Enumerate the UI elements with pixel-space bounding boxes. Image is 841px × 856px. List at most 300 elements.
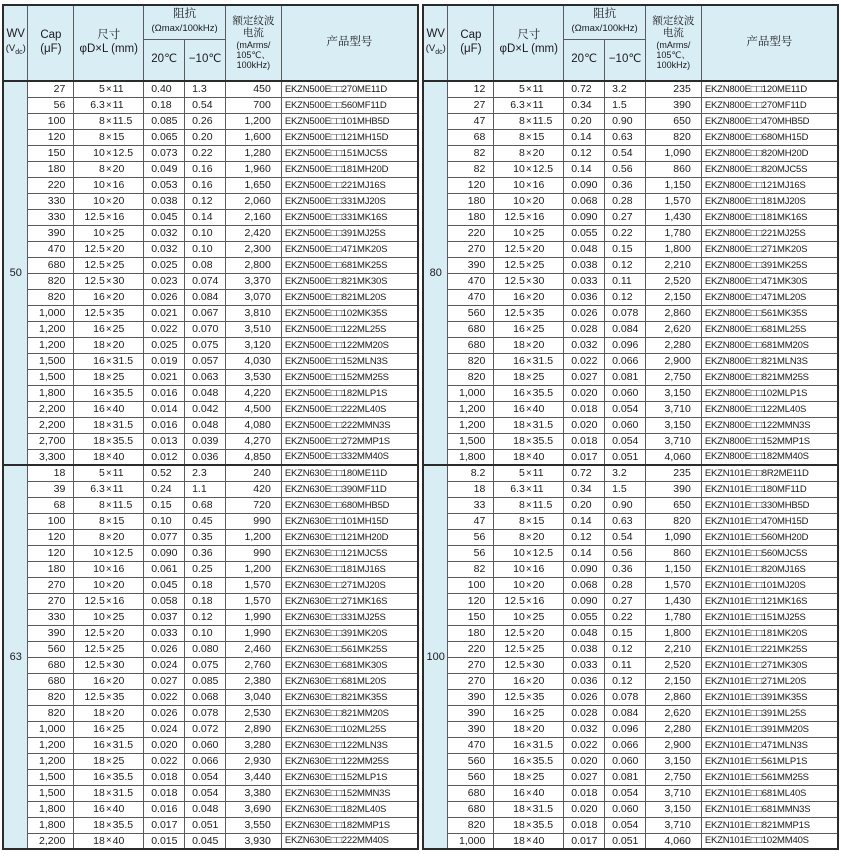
multiply-sign: × <box>105 163 112 175</box>
multiply-sign: × <box>105 467 112 479</box>
size-cell <box>494 209 564 225</box>
part-number-cell: EKZN630E□□681MK30S <box>281 657 418 673</box>
impedance-20c-cell: 0.017 <box>144 817 185 833</box>
size-cell <box>74 193 144 209</box>
impedance-20c-cell: 0.077 <box>144 529 185 545</box>
impedance-20c-cell: 0.038 <box>564 641 605 657</box>
ripple-current-cell: 3,040 <box>226 689 282 705</box>
multiply-sign: × <box>525 403 532 415</box>
ripple-current-cell: 2,620 <box>646 705 702 721</box>
impedance-20c-cell: 0.036 <box>564 673 605 689</box>
table-body-right <box>423 81 838 849</box>
impedance-minus10c-cell: 0.060 <box>605 753 646 769</box>
part-number-cell: EKZN630E□□331MJ25S <box>281 609 418 625</box>
multiply-sign: × <box>525 355 532 367</box>
table-row <box>423 385 838 401</box>
part-number-cell: EKZN500E□□221MJ16S <box>281 177 418 193</box>
table-row <box>3 753 418 769</box>
size-cell <box>74 577 144 593</box>
header-temp-minus10: −10℃ <box>185 39 226 81</box>
multiply-sign: × <box>105 387 112 399</box>
capacitance-cell: 1,200 <box>448 401 494 417</box>
size-cell <box>74 833 144 849</box>
impedance-minus10c-cell: 0.084 <box>605 705 646 721</box>
part-number-cell: EKZN800E□□152MMP1S <box>701 433 838 449</box>
impedance-minus10c-cell: 0.12 <box>605 257 646 273</box>
ripple-current-cell: 2,460 <box>226 641 282 657</box>
capacitance-cell: 390 <box>448 257 494 273</box>
capacitance-cell: 1,500 <box>28 369 74 385</box>
diameter-value: 12.5 <box>84 243 105 255</box>
diameter-value: 10 <box>93 611 105 623</box>
length-value: 31.5 <box>112 419 134 431</box>
capacitance-cell: 680 <box>28 673 74 689</box>
impedance-20c-cell: 0.022 <box>564 737 605 753</box>
diameter-value: 10 <box>93 547 105 559</box>
length-value: 25 <box>532 707 545 719</box>
size-cell <box>494 257 564 273</box>
impedance-20c-cell: 0.036 <box>564 289 605 305</box>
multiply-sign: × <box>105 243 112 255</box>
diameter-value: 16 <box>513 355 525 367</box>
length-value: 25 <box>532 771 545 783</box>
capacitance-cell: 2,200 <box>28 833 74 849</box>
part-number-cell: EKZN101E□□180MF11D <box>701 481 838 497</box>
impedance-20c-cell: 0.048 <box>564 625 605 641</box>
length-value: 12.5 <box>532 547 554 559</box>
capacitance-cell: 120 <box>448 593 494 609</box>
impedance-20c-cell: 0.020 <box>564 801 605 817</box>
multiply-sign: × <box>105 339 112 351</box>
impedance-20c-cell: 0.026 <box>144 641 185 657</box>
size-cell <box>74 497 144 513</box>
impedance-20c-cell: 0.025 <box>144 257 185 273</box>
part-number-cell: EKZN800E□□270MF11D <box>701 97 838 113</box>
diameter-value: 18 <box>93 707 105 719</box>
ripple-current-cell: 3,530 <box>226 369 282 385</box>
length-value: 11 <box>112 467 124 480</box>
ripple-current-cell: 3,690 <box>226 801 282 817</box>
impedance-20c-cell: 0.016 <box>144 417 185 433</box>
size-cell <box>74 97 144 113</box>
capacitance-cell: 680 <box>448 321 494 337</box>
diameter-value: 10 <box>513 179 525 191</box>
size-cell <box>494 417 564 433</box>
ripple-current-cell: 4,060 <box>646 449 702 465</box>
multiply-sign: × <box>105 707 112 719</box>
impedance-minus10c-cell: 0.25 <box>185 561 226 577</box>
table-header <box>3 5 418 81</box>
impedance-minus10c-cell: 0.066 <box>605 353 646 369</box>
impedance-minus10c-cell: 0.084 <box>185 289 226 305</box>
ripple-current-cell: 1,200 <box>226 529 282 545</box>
impedance-minus10c-cell: 0.063 <box>185 369 226 385</box>
multiply-sign: × <box>525 195 532 207</box>
multiply-sign: × <box>525 499 532 511</box>
impedance-20c-cell: 0.085 <box>144 113 185 129</box>
multiply-sign: × <box>525 755 532 767</box>
multiply-sign: × <box>525 179 532 191</box>
length-value: 30 <box>112 275 125 287</box>
capacitance-cell: 1,500 <box>28 353 74 369</box>
length-value: 20 <box>112 291 125 303</box>
capacitance-cell: 56 <box>448 545 494 561</box>
length-value: 11.5 <box>532 115 553 127</box>
multiply-sign: × <box>105 275 112 287</box>
capacitance-cell: 220 <box>448 225 494 241</box>
impedance-20c-cell: 0.055 <box>564 609 605 625</box>
header-cap: Cap (μF) <box>448 5 494 81</box>
table-row <box>423 273 838 289</box>
ripple-current-cell: 3,710 <box>646 817 702 833</box>
part-number-cell: EKZN630E□□390MF11D <box>281 481 418 497</box>
table-row <box>3 305 418 321</box>
ripple-current-cell: 1,200 <box>226 113 282 129</box>
impedance-minus10c-cell: 0.078 <box>605 689 646 705</box>
diameter-value: 5 <box>518 467 525 480</box>
length-value: 25 <box>112 643 125 655</box>
table-row <box>423 833 838 849</box>
impedance-minus10c-cell: 0.036 <box>185 449 226 465</box>
multiply-sign: × <box>105 307 112 319</box>
length-value: 25 <box>112 371 125 383</box>
impedance-20c-cell: 0.065 <box>144 129 185 145</box>
length-value: 16 <box>532 595 545 607</box>
table-row <box>3 513 418 529</box>
part-number-cell: EKZN630E□□821MK35S <box>281 689 418 705</box>
impedance-minus10c-cell: 0.54 <box>605 145 646 161</box>
spec-table-right <box>422 4 839 850</box>
diameter-value: 6.3 <box>90 483 105 495</box>
part-number-cell: EKZN101E□□561MM25S <box>701 769 838 785</box>
ripple-current-cell: 2,150 <box>646 673 702 689</box>
length-value: 30 <box>532 275 545 287</box>
table-row <box>423 369 838 385</box>
impedance-20c-cell: 0.026 <box>564 305 605 321</box>
capacitance-cell: 120 <box>28 545 74 561</box>
multiply-sign: × <box>105 323 112 335</box>
length-value: 25 <box>532 259 545 271</box>
size-cell <box>494 561 564 577</box>
ripple-current-cell: 1,800 <box>646 241 702 257</box>
ripple-current-cell: 4,500 <box>226 401 282 417</box>
multiply-sign: × <box>105 563 112 575</box>
part-number-cell: EKZN800E□□122ML40S <box>701 401 838 417</box>
multiply-sign: × <box>525 99 532 111</box>
size-cell <box>74 721 144 737</box>
ripple-current-cell: 1,200 <box>226 561 282 577</box>
impedance-20c-cell: 0.12 <box>564 529 605 545</box>
diameter-value: 10 <box>513 163 525 175</box>
diameter-value: 18 <box>513 450 525 463</box>
ripple-current-cell: 1,570 <box>646 577 702 593</box>
diameter-value: 18 <box>93 755 105 767</box>
impedance-minus10c-cell: 0.27 <box>605 209 646 225</box>
diameter-value: 18 <box>93 834 105 847</box>
ripple-current-cell: 2,210 <box>646 257 702 273</box>
size-cell <box>494 225 564 241</box>
impedance-20c-cell: 0.020 <box>144 737 185 753</box>
ripple-current-cell: 1,150 <box>646 177 702 193</box>
impedance-20c-cell: 0.14 <box>564 129 605 145</box>
table-row <box>3 769 418 785</box>
multiply-sign: × <box>105 739 112 751</box>
impedance-minus10c-cell: 0.22 <box>185 145 226 161</box>
size-cell <box>74 785 144 801</box>
part-number-cell: EKZN630E□□180ME11D <box>281 465 418 481</box>
ripple-current-cell: 1,090 <box>646 529 702 545</box>
capacitance-cell: 2,700 <box>28 433 74 449</box>
ripple-current-cell: 3,150 <box>646 417 702 433</box>
impedance-minus10c-cell: 0.36 <box>185 545 226 561</box>
table-row <box>3 161 418 177</box>
impedance-20c-cell: 0.018 <box>564 401 605 417</box>
multiply-sign: × <box>105 579 112 591</box>
length-value: 31.5 <box>532 803 554 815</box>
ripple-current-cell: 700 <box>226 97 282 113</box>
diameter-value: 16 <box>93 723 105 735</box>
part-number-cell: EKZN630E□□121MJC5S <box>281 545 418 561</box>
ripple-current-cell: 2,530 <box>226 705 282 721</box>
part-number-cell: EKZN500E□□560MF11D <box>281 97 418 113</box>
diameter-value: 18 <box>93 819 105 831</box>
size-cell <box>494 273 564 289</box>
length-value: 35 <box>112 307 125 319</box>
ripple-current-cell: 1,570 <box>646 193 702 209</box>
part-number-cell: EKZN101E□□8R2ME11D <box>701 465 838 481</box>
diameter-value: 16 <box>513 291 525 303</box>
ripple-current-cell: 235 <box>646 465 702 481</box>
part-number-cell: EKZN800E□□471MK30S <box>701 273 838 289</box>
size-cell <box>74 673 144 689</box>
length-value: 35.5 <box>112 435 134 447</box>
ripple-current-cell: 650 <box>646 497 702 513</box>
part-number-cell: EKZN800E□□181MK16S <box>701 209 838 225</box>
size-cell <box>74 289 144 305</box>
length-value: 40 <box>532 787 545 799</box>
table-row <box>423 417 838 433</box>
size-cell <box>74 625 144 641</box>
length-value: 35 <box>532 691 545 703</box>
length-value: 40 <box>112 450 125 463</box>
impedance-minus10c-cell: 0.074 <box>185 273 226 289</box>
capacitance-cell: 68 <box>448 129 494 145</box>
impedance-minus10c-cell: 0.10 <box>185 241 226 257</box>
capacitance-cell: 270 <box>448 657 494 673</box>
impedance-minus10c-cell: 0.12 <box>185 609 226 625</box>
part-number-cell: EKZN101E□□221MK25S <box>701 641 838 657</box>
part-number-cell: EKZN800E□□182MM40S <box>701 449 838 465</box>
capacitance-cell: 820 <box>448 817 494 833</box>
table-body-left <box>3 81 418 849</box>
impedance-20c-cell: 0.027 <box>144 673 185 689</box>
diameter-value: 12.5 <box>84 659 105 671</box>
size-cell <box>494 737 564 753</box>
size-cell <box>494 193 564 209</box>
impedance-minus10c-cell: 0.12 <box>185 193 226 209</box>
length-value: 25 <box>532 371 545 383</box>
wv-value: 50 <box>3 81 28 465</box>
ripple-current-cell: 2,930 <box>226 753 282 769</box>
capacitance-cell: 820 <box>448 369 494 385</box>
length-value: 35.5 <box>532 435 554 447</box>
multiply-sign: × <box>105 659 112 671</box>
diameter-value: 16 <box>93 403 105 415</box>
table-row <box>423 689 838 705</box>
part-number-cell: EKZN101E□□121MK16S <box>701 593 838 609</box>
header-temp-minus10: −10℃ <box>605 39 646 81</box>
impedance-minus10c-cell: 0.26 <box>185 113 226 129</box>
length-value: 25 <box>112 723 125 735</box>
capacitance-cell: 8.2 <box>448 465 494 481</box>
multiply-sign: × <box>525 515 532 527</box>
impedance-20c-cell: 0.073 <box>144 145 185 161</box>
part-number-cell: EKZN500E□□182MLP1S <box>281 385 418 401</box>
length-value: 11 <box>532 483 544 495</box>
ripple-current-cell: 990 <box>226 545 282 561</box>
impedance-20c-cell: 0.34 <box>564 481 605 497</box>
size-cell <box>74 769 144 785</box>
capacitance-cell: 180 <box>448 193 494 209</box>
length-value: 25 <box>532 227 545 239</box>
size-cell <box>74 161 144 177</box>
length-value: 40 <box>532 403 545 415</box>
diameter-value: 12.5 <box>504 259 525 271</box>
length-value: 12.5 <box>112 147 134 159</box>
length-value: 20 <box>532 675 545 687</box>
size-cell <box>494 241 564 257</box>
ripple-current-cell: 1,430 <box>646 209 702 225</box>
table-row <box>3 625 418 641</box>
multiply-sign: × <box>525 611 532 623</box>
diameter-value: 16 <box>93 771 105 783</box>
impedance-minus10c-cell: 0.56 <box>605 545 646 561</box>
impedance-minus10c-cell: 0.18 <box>185 593 226 609</box>
diameter-value: 16 <box>93 291 105 303</box>
length-value: 35.5 <box>112 771 134 783</box>
table-row <box>423 401 838 417</box>
impedance-20c-cell: 0.090 <box>564 561 605 577</box>
diameter-value: 12.5 <box>504 275 525 287</box>
size-cell <box>494 753 564 769</box>
impedance-20c-cell: 0.058 <box>144 593 185 609</box>
capacitance-cell: 120 <box>448 177 494 193</box>
part-number-cell: EKZN630E□□152MLP1S <box>281 769 418 785</box>
impedance-minus10c-cell: 0.081 <box>605 769 646 785</box>
multiply-sign: × <box>105 419 112 431</box>
table-row <box>3 113 418 129</box>
impedance-minus10c-cell: 0.22 <box>605 225 646 241</box>
impedance-20c-cell: 0.020 <box>564 417 605 433</box>
multiply-sign: × <box>525 467 532 479</box>
table-row <box>3 481 418 497</box>
table-row <box>3 241 418 257</box>
part-number-cell: EKZN630E□□222MM40S <box>281 833 418 849</box>
impedance-minus10c-cell: 0.45 <box>185 513 226 529</box>
multiply-sign: × <box>525 787 532 799</box>
size-cell <box>74 817 144 833</box>
part-number-cell: EKZN101E□□101MJ20S <box>701 577 838 593</box>
impedance-20c-cell: 0.72 <box>564 81 605 97</box>
impedance-20c-cell: 0.048 <box>564 241 605 257</box>
multiply-sign: × <box>525 323 532 335</box>
impedance-minus10c-cell: 0.096 <box>605 721 646 737</box>
size-cell <box>74 801 144 817</box>
ripple-current-cell: 1,990 <box>226 625 282 641</box>
length-value: 16 <box>112 595 125 607</box>
header-temp-20: 20℃ <box>144 39 185 81</box>
multiply-sign: × <box>525 371 532 383</box>
size-cell <box>494 129 564 145</box>
ripple-current-cell: 4,220 <box>226 385 282 401</box>
impedance-20c-cell: 0.014 <box>144 401 185 417</box>
multiply-sign: × <box>525 307 532 319</box>
ripple-current-cell: 1,780 <box>646 225 702 241</box>
length-value: 40 <box>112 803 125 815</box>
impedance-20c-cell: 0.34 <box>564 97 605 113</box>
impedance-minus10c-cell: 0.14 <box>185 209 226 225</box>
impedance-minus10c-cell: 0.054 <box>605 401 646 417</box>
multiply-sign: × <box>105 211 112 223</box>
capacitance-cell: 18 <box>448 481 494 497</box>
size-cell <box>494 369 564 385</box>
ripple-current-cell: 3,150 <box>646 753 702 769</box>
length-value: 11.5 <box>112 115 133 127</box>
impedance-20c-cell: 0.090 <box>564 593 605 609</box>
part-number-cell: EKZN101E□□820MJ16S <box>701 561 838 577</box>
table-row <box>423 209 838 225</box>
capacitance-cell: 220 <box>28 177 74 193</box>
capacitance-cell: 1,500 <box>28 769 74 785</box>
part-number-cell: EKZN800E□□120ME11D <box>701 81 838 97</box>
length-value: 12.5 <box>532 163 554 175</box>
table-row <box>423 177 838 193</box>
table-row <box>3 289 418 305</box>
impedance-20c-cell: 0.018 <box>564 433 605 449</box>
table-row <box>423 513 838 529</box>
length-value: 11 <box>112 99 124 111</box>
capacitance-cell: 1,800 <box>28 817 74 833</box>
table-row <box>423 289 838 305</box>
part-number-cell: EKZN630E□□121MH20D <box>281 529 418 545</box>
table-row <box>3 689 418 705</box>
length-value: 11.5 <box>532 499 553 511</box>
diameter-value: 16 <box>93 323 105 335</box>
impedance-20c-cell: 0.021 <box>144 369 185 385</box>
impedance-20c-cell: 0.52 <box>144 465 185 481</box>
table-row <box>423 785 838 801</box>
size-cell <box>74 705 144 721</box>
size-cell <box>74 465 144 481</box>
impedance-20c-cell: 0.032 <box>564 337 605 353</box>
diameter-value: 18 <box>513 723 525 735</box>
size-cell <box>494 81 564 97</box>
impedance-minus10c-cell: 0.051 <box>185 817 226 833</box>
part-number-cell: EKZN500E□□222ML40S <box>281 401 418 417</box>
size-cell <box>74 81 144 97</box>
diameter-value: 10 <box>513 611 525 623</box>
impedance-20c-cell: 0.053 <box>144 177 185 193</box>
table-row <box>3 465 418 481</box>
diameter-value: 6.3 <box>90 99 105 111</box>
diameter-value: 16 <box>513 387 525 399</box>
size-cell <box>494 721 564 737</box>
ripple-current-cell: 3,380 <box>226 785 282 801</box>
multiply-sign: × <box>525 275 532 287</box>
ripple-current-cell: 1,570 <box>226 593 282 609</box>
capacitance-cell: 120 <box>28 129 74 145</box>
ripple-current-cell: 3,150 <box>646 385 702 401</box>
